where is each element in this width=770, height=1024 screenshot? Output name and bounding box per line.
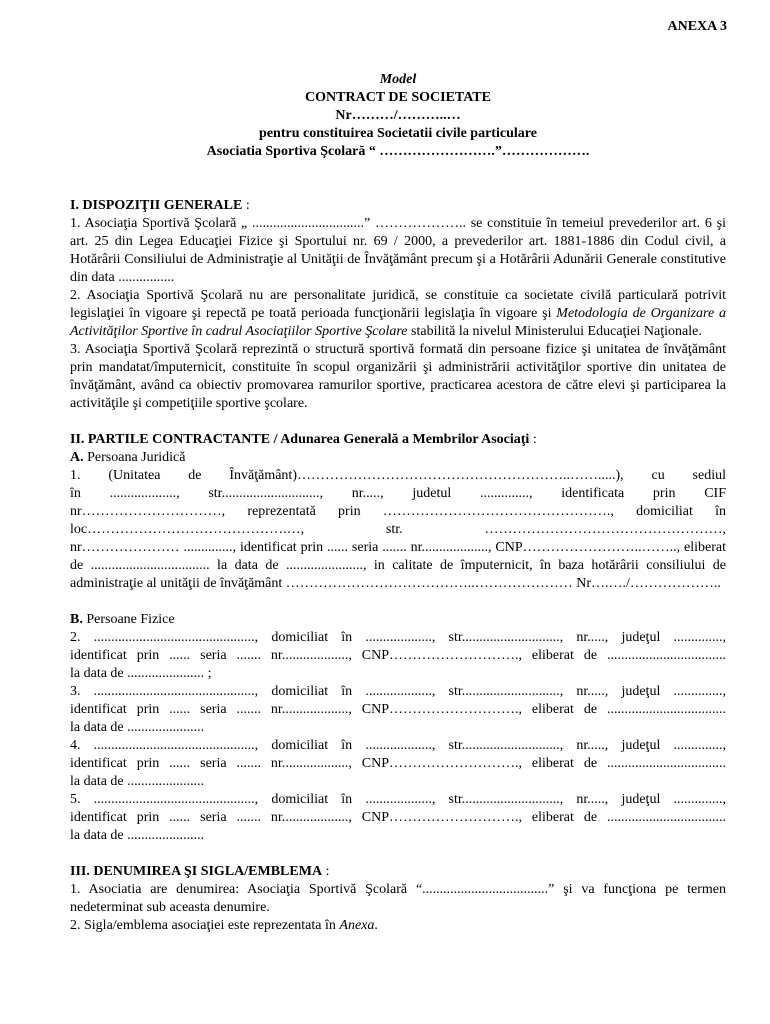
section-2-title: II. PARTILE CONTRACTANTE / Adunarea Generală a Membrilor Asociaţi [70, 432, 530, 447]
contract-header [70, 71, 726, 161]
association-name: Asociatia Sportiva Şcolară “ …………………….”………………. [206, 144, 590, 159]
person-line-3: la data de ...................... [70, 720, 205, 735]
section-1-heading [70, 197, 726, 215]
legal-person-label: Persoana Juridică [83, 450, 186, 465]
person-line-2: identificat prin ...... seria ....... nr..................., CNP………………………., eliberat de .................................. [70, 810, 726, 825]
person-line-1: 2. .............................................., domiciliat în ..................., str............................, nr....., judeţul .............., [70, 630, 726, 645]
contract-title: CONTRACT DE SOCIETATE [305, 90, 491, 105]
section-3-paragraph-2-text-b: . [374, 918, 378, 933]
person-entry-3 [70, 683, 726, 737]
person-entry-2 [70, 629, 726, 683]
person-line-2: identificat prin ...... seria ....... nr..................., CNP………………………., eliberat de .................................. [70, 702, 726, 717]
spacer [70, 845, 726, 863]
person-entry-5 [70, 791, 726, 845]
section-3-title: III. DENUMIREA ŞI SIGLA/EMBLEMA [70, 864, 323, 879]
person-line-1: 5. .............................................., domiciliat în ..................., str............................, nr....., judeţul .............., [70, 792, 726, 807]
spacer [70, 413, 726, 431]
legal-person-line: nr…………………………, reprezentată prin …………………………………………., domiciliat în [70, 504, 726, 519]
section-3-paragraph-1: 1. Asociatia are denumirea: Asociaţia Sportivă Şcolară “....................................” şi va funcţiona pe termen nedeterminat sub aceasta denumire. [70, 882, 726, 915]
natural-persons-letter: B. [70, 612, 83, 627]
person-line-3: la data de ...................... [70, 828, 205, 843]
section-1-title: I. DISPOZIŢII GENERALE [70, 198, 243, 213]
natural-persons-heading [70, 611, 726, 629]
contract-body [70, 197, 726, 935]
section-2-colon: : [529, 432, 537, 447]
section-3-paragraph-2 [70, 917, 726, 935]
legal-person-line: 1. (Unitatea de Învăţământ)…………………………………………………..…….....), cu sediul [70, 468, 726, 483]
annex-label: ANEXA 3 [667, 19, 727, 34]
natural-persons-label: Persoane Fizice [82, 612, 175, 627]
person-entry-4 [70, 737, 726, 791]
legal-person-details: nr………………… .............., identificat prin ...... seria ....... nr..................., CNP……………………..…….., eliberat de .................................. la data de ......................, in calitate de împuternicit, în baza hotărârii consiliului de administraţie al unităţii de învăţământ …………………………………..………………… Nr….…./……………….. [70, 540, 726, 591]
legal-person-line: loc…………………………………….…, str. ……………………………………………, [70, 522, 726, 537]
person-line-3: la data de ...................... [70, 774, 205, 789]
section-1-paragraph-1: 1. Asociaţia Sportivă Şcolară „ ................................” ……………….. se constituie în temeiul prevederilor art. 6 şi art. 25 din Legea Educaţiei Fizice şi Sportului nr. 69 / 2000, a prevederilor art. 1881-1886 din Codul civil, a Hotărârii Consiliului de Administraţie al Unităţii de Învăţământ precum şi a Hotărârii Adunării Generale constitutive din data ................ [70, 216, 726, 285]
model-label: Model [379, 72, 417, 87]
section-1-colon: : [242, 198, 250, 213]
contract-number: Nr………/………..… [335, 108, 461, 123]
legal-person-heading [70, 449, 726, 467]
section-3-heading [70, 863, 726, 881]
person-line-1: 4. .............................................., domiciliat în ..................., str............................, nr....., judeţul .............., [70, 738, 726, 753]
person-line-1: 3. .............................................., domiciliat în ..................., str............................, nr....., judeţul .............., [70, 684, 726, 699]
person-line-2: identificat prin ...... seria ....... nr..................., CNP………………………., eliberat de .................................. [70, 756, 726, 771]
legal-person-letter: A. [70, 450, 84, 465]
section-1-paragraph-2 [70, 287, 726, 341]
section-2-heading [70, 431, 726, 449]
person-line-3: la data de ...................... ; [70, 666, 212, 681]
section-3-paragraph-2-text-a: 2. Sigla/emblema asociaţiei este reprezentata în [70, 918, 340, 933]
section-3-colon: : [322, 864, 330, 879]
person-line-2: identificat prin ...... seria ....... nr..................., CNP………………………., eliberat de .................................. [70, 648, 726, 663]
methodology-title: Metodologia de Organizare a Activităţilor Sportive în cadrul Asociaţiilor Sportive Şcolare [70, 306, 726, 339]
section-1-paragraph-2-text-b: stabilită la nivelul Ministerului Educaţiei Naţionale. [407, 324, 702, 339]
legal-person-line: în ..................., str............................, nr....., judetul .............., identificata prin CIF [70, 486, 726, 501]
section-1-paragraph-3: 3. Asociaţia Sportivă Şcolară reprezintă o structură sportivă formată din persoane fizice şi unitatea de învăţământ prin mandatat/împuternicit, constituite în scopul organizării şi administrării activităţilor sportive din unitatea de învăţământ, având ca obiectiv promovarea ramurilor sportive, practicarea acestora de către elevi şi participarea la activităţile şi competiţiile sportive şcolare. [70, 342, 726, 411]
section-1-paragraph-2-text-a: 2. Asociaţia Sportivă Şcolară nu are personalitate juridică, se constituie ca societate civilă particulară potrivit legislaţiei în vigoare şi repectă pe toată perioada funcţionării legislaţia în vigoare şi [70, 288, 726, 321]
contract-subtitle: pentru constituirea Societatii civile particulare [259, 126, 537, 141]
spacer [70, 593, 726, 611]
annex-reference: Anexa [339, 918, 375, 933]
